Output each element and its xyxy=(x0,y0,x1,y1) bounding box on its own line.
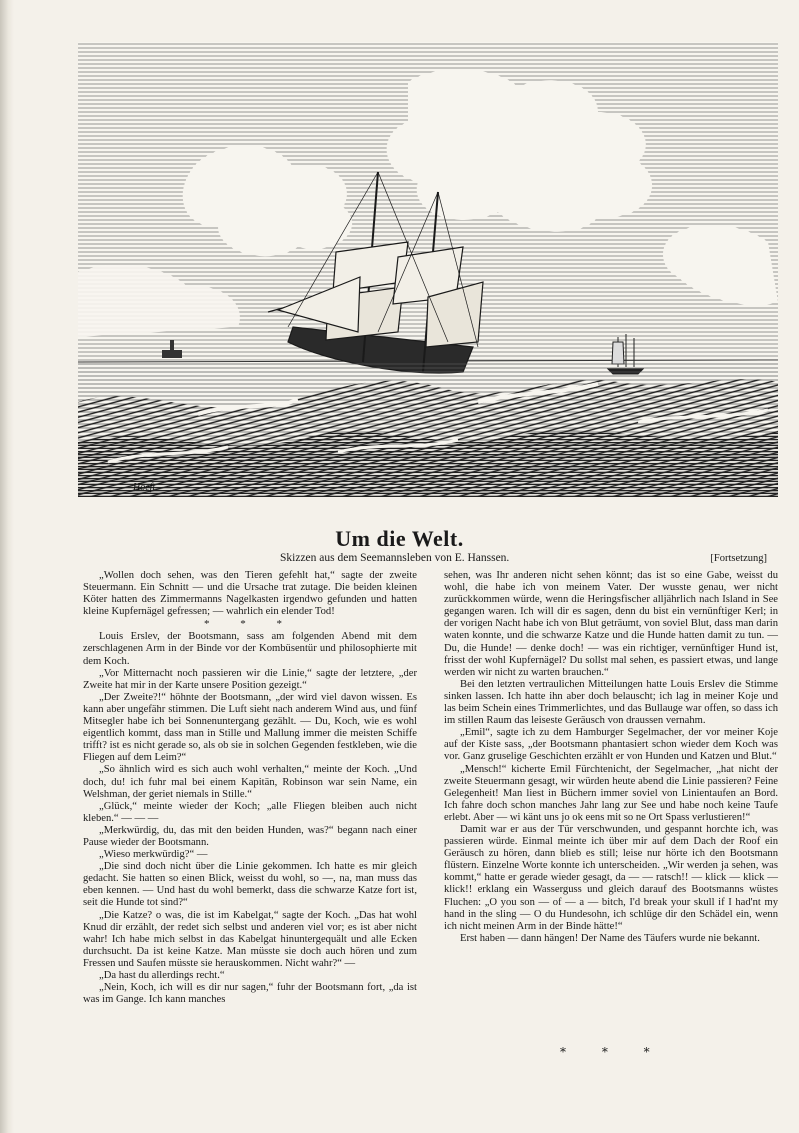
paragraph: Damit war er aus der Tür verschwunden, und gespannt horchte ich, was passieren würde. Einmal meinte ich über mir auf dem Dach der Roof ein Geräusch zu hören, dann blieb es still; leise nur hörte ich den Bootsmann flüstern. Einzelne Worte konnte ich unterscheiden. „Wir werden ja sehen, was kommt,“ hatte er gerade wieder gesagt, da — — ratsch!! — klick — klick — klick!! erklang ein Wasserguss und gleich darauf des Bootsmanns wüstes Fluchen: „O you son — of — a — bitch, I'd break your skull if I had'nt my hand in the sling — O du Hundesohn, ich schlüge dir den Schädel ein, wenn ich nicht meinen Arm in der Binde hätte!“ xyxy=(444,823,778,932)
paragraph: „Die sind doch nicht über die Linie gekommen. Ich hatte es mir gleich gedacht. Sie hatten so einen Blick, weisst du wohl, so —, na, man muss das eben kennen. — Und hast du wohl bemerkt, dass die schwarze Katze fort ist, seit die Hunde tot sind?“ xyxy=(83,861,417,909)
article-title: Um die Welt. xyxy=(335,526,464,551)
illustration-signature: Hoeft xyxy=(133,482,156,493)
paragraph: „Emil“, sagte ich zu dem Hamburger Segelmacher, der vor meiner Koje auf der Kiste sass, „der Bootsmann phantasiert schon wieder dem Koch was vor. Ganz gruselige Geschichten erzählt er von Hunden und Katzen und Blut.“ xyxy=(444,727,778,763)
paragraph: „Wollen doch sehen, was den Tieren gefehlt hat,“ sagte der zweite Steuermann. Ein Schnitt — und die Ursache trat zutage. Die beiden kleinen Köter hatten des Zimmermanns Nagelkasten irgendwo gefunden und hatten kleine Kupfernägel gefressen; — wahrlich ein elender Tod! xyxy=(83,570,417,618)
paragraph: sehen, was Ihr anderen nicht sehen könnt; das ist so eine Gabe, weisst du wohl, die habe ich von meinem Vater. Der wusste genau, wer nicht zurückkommen würde, wenn die Heringsfischer alljährlich nach Island in See gegangen waren. Ich will dir es sagen, denn du bist ein vernünftiger Kerl; in der vorigen Nacht habe ich von Blut geträumt, von soviel Blut, dass man darin waten konnte, und die schwarze Katze und die Hunde hatten damit zu tun. — Du, die Hunde! — denke doch! — was ein richtiger, vernünftiger Hund ist, frisst der wohl Kupfernägel? Du sollst mal sehen, es passiert etwas, und lange werden wir nicht zu warten brauchen.“ xyxy=(444,570,778,678)
end-divider-stars: * * * xyxy=(560,1045,666,1059)
paragraph: Louis Erslev, der Bootsmann, sass am folgenden Abend mit dem zerschlagenen Arm in der Binde vor der Kombüsentür und philosophierte mit dem Koch. xyxy=(83,631,417,667)
paragraph: „So ähnlich wird es sich auch wohl verhalten,“ meinte der Koch. „Und doch, du! ich fuhr mal bei einem Kapitän, Robinson war sein Name, ein Welshman, der geriet niemals in Stille.“ xyxy=(83,764,417,800)
paragraph: „Wieso merkwürdig?“ — xyxy=(99,849,208,861)
paragraph: „Vor Mitternacht noch passieren wir die Linie,“ sagte der letztere, „der Zweite hat mir in der Karte unsere Position gezeigt.“ xyxy=(83,667,417,691)
paragraph: „Mensch!“ kicherte Emil Fürchtenicht, der Segelmacher, „hat nicht der zweite Steuermann gesagt, wir würden heute abend die Linie passieren? Feine Gelegenheit! Man liest in Büchern immer soviel von Linientaufen an Bord. Ich fahre doch schon manches Jahr lang zur See und habe noch keine Taufe erlebt. Aber — wi känt uns jo ok eens mit so ne Ort Spass verlustieren!“ xyxy=(444,763,778,823)
text-column-left xyxy=(83,570,417,1006)
page-binding-edge xyxy=(0,0,14,1133)
section-divider-stars: * * * xyxy=(204,618,296,631)
paragraph: „Glück,“ meinte wieder der Koch; „alle Fliegen bleiben auch nicht kleben.“ — — — xyxy=(83,800,417,824)
paragraph: „Die Katze? o was, die ist im Kabelgat,“ sagte der Koch. „Das hat wohl Knud dir erzählt, der redet sich selbst und anderen viel vor; es ist aber nicht wahr! Ich habe mich selbst in das Kabelgat hinuntergequält und alle Ecken durchsucht. Da ist keine Katze. Man müsste sie doch auch hören und zum Fressen und Saufen müsste sie herauskommen. Nicht wahr?“ — xyxy=(83,909,417,969)
ship-illustration xyxy=(78,42,778,497)
text-column-right xyxy=(444,570,778,945)
paragraph: „Da hast du allerdings recht.“ xyxy=(99,970,225,981)
paragraph: Erst haben — dann hängen! Der Name des Täufers wurde nie bekannt. xyxy=(460,932,760,944)
continuation-label: [Fortsetzung] xyxy=(710,553,767,564)
paragraph: „Nein, Koch, ich will es dir nur sagen,“ fuhr der Bootsmann fort, „da ist was im Gange. Ich kann manches xyxy=(83,982,417,1006)
paragraph: „Der Zweite?!“ höhnte der Bootsmann, „der wird viel davon wissen. Es kann aber ungefähr stimmen. Die Luft sieht nach anderem Wind aus, und fünf Mitsegler habe ich bei Sonnenuntergang gezählt. — Du, Koch, wie es wohl eigentlich kommt, dass man in Stille und Mallung immer die meisten Schiffe trifft? ist es nicht gerade so, als ob sie in solchen Gegenden festkleben, wie die Fliegen auf dem Leim?“ xyxy=(83,691,417,764)
paragraph: „Merkwürdig, du, das mit den beiden Hunden, was?“ begann nach einer Pause wieder der Bootsmann. xyxy=(83,824,417,848)
paragraph: Bei den letzten vertraulichen Mitteilungen hatte Louis Erslev die Stimme sinken lassen. Ich hatte ihn aber doch belauscht; ich lag in meiner Koje und las beim Schein eines Trimmerlichtes, und das Bullauge war offen, so dass ich im stillen Raum das leiseste Geräusch von draussen vernahm. xyxy=(444,678,778,727)
article-subtitle: Skizzen aus dem Seemannsleben von E. Hanssen. xyxy=(280,552,510,564)
sailing-ship-in-storm-icon xyxy=(78,42,778,497)
